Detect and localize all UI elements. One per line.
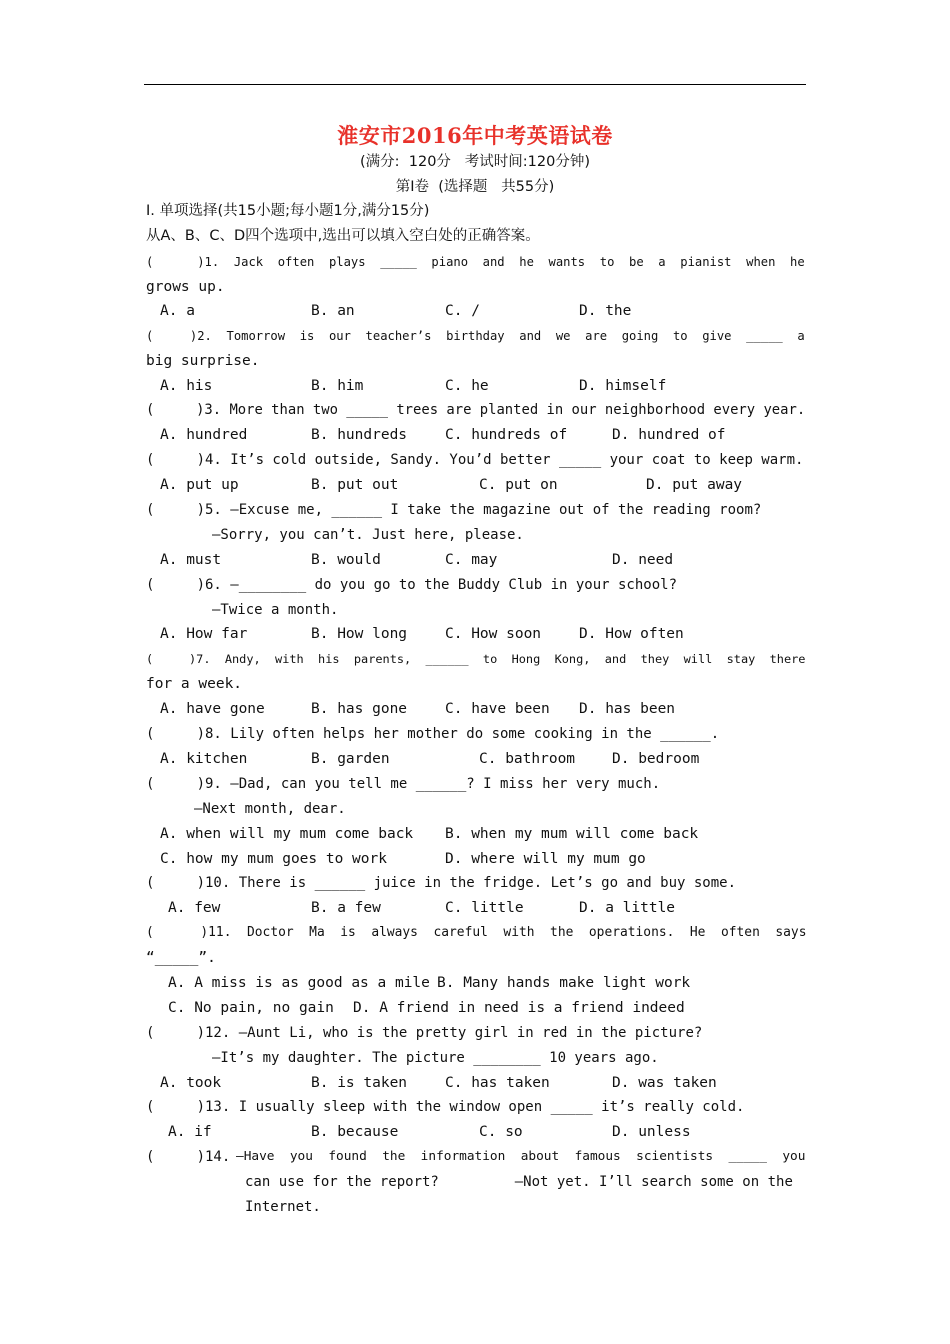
question-12-option-c[interactable]: C. has taken [445, 1075, 550, 1091]
question-6-stem: ( )6. —________ do you go to the Buddy Club in your school? [146, 577, 678, 593]
question-5-stem: ( )5. —Excuse me, ______ I take the magazine out of the reading room? [146, 502, 762, 518]
question-3-option-c[interactable]: C. hundreds of [445, 427, 568, 443]
question-6-option-a[interactable]: A. How far [160, 626, 248, 642]
question-8-option-b[interactable]: B. garden [311, 751, 390, 767]
question-5-option-a[interactable]: A. must [160, 552, 222, 568]
question-13-stem: ( )13. I usually sleep with the window open _____ it’s really cold. [146, 1099, 745, 1115]
question-12-option-b[interactable]: B. is taken [311, 1075, 408, 1091]
question-1-option-b[interactable]: B. an [311, 303, 355, 319]
question-5-option-b[interactable]: B. would [311, 552, 381, 568]
question-13-option-a[interactable]: A. if [168, 1124, 212, 1140]
question-12-stem: ( )12. —Aunt Li, who is the pretty girl in red in the picture? [146, 1025, 703, 1041]
question-10-option-a[interactable]: A. few [168, 900, 221, 916]
question-12-option-a[interactable]: A. took [160, 1075, 222, 1091]
question-3-option-b[interactable]: B. hundreds [311, 427, 408, 443]
question-7-option-a[interactable]: A. have gone [160, 701, 265, 717]
question-10-option-b[interactable]: B. a few [311, 900, 381, 916]
question-10-option-d[interactable]: D. a little [579, 900, 676, 916]
question-11-option-d[interactable]: D. A friend in need is a friend indeed [353, 1000, 685, 1016]
question-9-option-b[interactable]: B. when my mum will come back [445, 826, 699, 842]
question-3-stem: ( )3. More than two _____ trees are planted in our neighborhood every year. [146, 402, 806, 418]
part-instruction: 从A、B、C、D四个选项中,选出可以填入空白处的正确答案。 [146, 228, 540, 244]
question-14-number: ( )14. [146, 1149, 231, 1165]
question-10-option-c[interactable]: C. little [445, 900, 524, 916]
question-1-option-a[interactable]: A. a [160, 303, 195, 319]
question-8-stem: ( )8. Lily often helps her mother do some cooking in the ______. [146, 726, 720, 742]
question-1-stem: ( )1. Jack often plays _____ piano and he wants to be a pianist when he [146, 255, 805, 269]
header-rule [144, 84, 806, 85]
question-11-option-b[interactable]: B. Many hands make light work [437, 975, 691, 991]
question-7-option-c[interactable]: C. have been [445, 701, 550, 717]
question-2-option-b[interactable]: B. him [311, 378, 364, 394]
question-7-stem: ( )7. Andy, with his parents, ______ to Hong Kong, and they will stay there [146, 652, 806, 666]
question-7-option-b[interactable]: B. has gone [311, 701, 408, 717]
question-7-stem-cont: for a week. [146, 676, 243, 692]
exam-meta: (满分: 120分 考试时间:120分钟) [360, 154, 590, 170]
question-13-option-b[interactable]: B. because [311, 1124, 399, 1140]
question-11-stem: ( )11. Doctor Ma is always careful with the operations. He often says [146, 925, 807, 940]
question-5-stem-cont: —Sorry, you can’t. Just here, please. [212, 527, 524, 543]
question-9-option-d[interactable]: D. where will my mum go [445, 851, 646, 867]
question-8-option-d[interactable]: D. bedroom [612, 751, 700, 767]
question-11-option-a[interactable]: A. A miss is as good as a mile [168, 975, 430, 991]
question-12-option-d[interactable]: D. was taken [612, 1075, 717, 1091]
question-1-option-d[interactable]: D. the [579, 303, 632, 319]
question-11-stem-cont: “_____”. [146, 950, 216, 966]
question-9-stem: ( )9. —Dad, can you tell me ______? I miss her very much. [146, 776, 661, 792]
question-14-stem-end: Internet. [245, 1199, 321, 1215]
exam-title: 淮安市2016年中考英语试卷 [337, 123, 613, 148]
question-9-stem-cont: —Next month, dear. [194, 801, 346, 817]
question-5-option-d[interactable]: D. need [612, 552, 674, 568]
question-12-stem-cont: —It’s my daughter. The picture ________ 10 years ago. [212, 1050, 659, 1066]
question-8-option-c[interactable]: C. bathroom [479, 751, 576, 767]
question-13-option-d[interactable]: D. unless [612, 1124, 691, 1140]
question-6-stem-cont: —Twice a month. [212, 602, 339, 618]
question-2-option-d[interactable]: D. himself [579, 378, 667, 394]
question-2-option-c[interactable]: C. he [445, 378, 489, 394]
question-6-option-c[interactable]: C. How soon [445, 626, 542, 642]
question-6-option-b[interactable]: B. How long [311, 626, 408, 642]
question-5-option-c[interactable]: C. may [445, 552, 498, 568]
question-13-option-c[interactable]: C. so [479, 1124, 523, 1140]
part-heading: Ⅰ. 单项选择(共15小题;每小题1分,满分15分) [146, 203, 430, 219]
question-9-option-c[interactable]: C. how my mum goes to work [160, 851, 387, 867]
question-2-stem-cont: big surprise. [146, 353, 260, 369]
question-7-option-d[interactable]: D. has been [579, 701, 676, 717]
question-4-option-c[interactable]: C. put on [479, 477, 558, 493]
question-1-option-c[interactable]: C. / [445, 303, 480, 319]
question-6-option-d[interactable]: D. How often [579, 626, 684, 642]
section-title: 第Ⅰ卷 (选择题 共55分) [395, 179, 555, 195]
question-10-stem: ( )10. There is ______ juice in the fridge. Let’s go and buy some. [146, 875, 737, 891]
question-14-stem: —Have you found the information about famous scientists _____ you [236, 1149, 806, 1164]
question-11-option-c[interactable]: C. No pain, no gain [168, 1000, 334, 1016]
question-3-option-a[interactable]: A. hundred [160, 427, 248, 443]
question-4-option-d[interactable]: D. put away [646, 477, 743, 493]
question-4-stem: ( )4. It’s cold outside, Sandy. You’d better _____ your coat to keep warm. [146, 452, 804, 468]
question-14-stem-cont: can use for the report? —Not yet. I’ll search some on the [245, 1174, 793, 1190]
question-4-option-a[interactable]: A. put up [160, 477, 239, 493]
question-8-option-a[interactable]: A. kitchen [160, 751, 248, 767]
question-1-stem-cont: grows up. [146, 279, 225, 295]
question-4-option-b[interactable]: B. put out [311, 477, 399, 493]
question-9-option-a[interactable]: A. when will my mum come back [160, 826, 414, 842]
question-2-stem: ( )2. Tomorrow is our teacher’s birthday and we are going to give _____ a [146, 329, 805, 343]
question-3-option-d[interactable]: D. hundred of [612, 427, 726, 443]
question-2-option-a[interactable]: A. his [160, 378, 213, 394]
